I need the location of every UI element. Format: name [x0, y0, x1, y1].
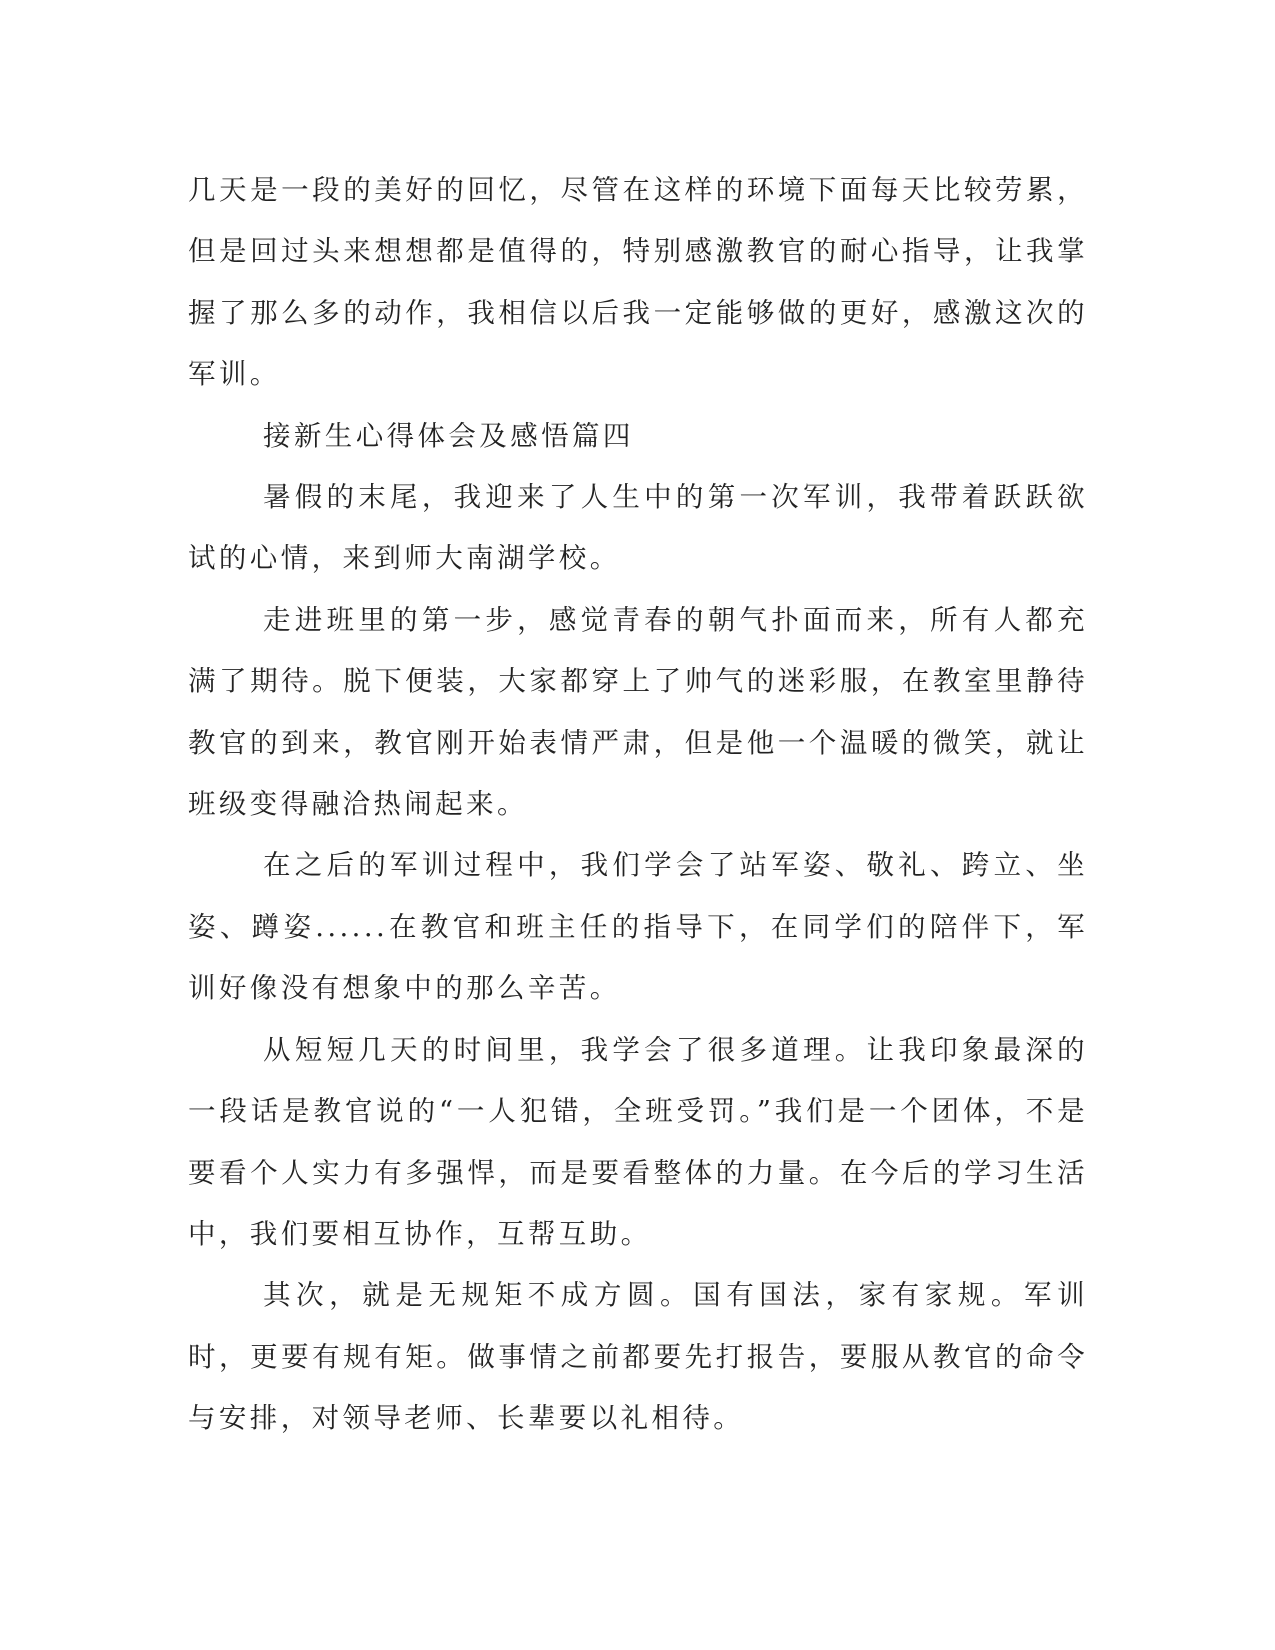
- section-heading: 接新生心得体会及感悟篇四: [263, 419, 634, 452]
- paragraph: 暑假的末尾，我迎来了人生中的第一次军训，我带着跃跃欲试的心情，来到师大南湖学校。: [188, 481, 1088, 575]
- paragraph: 在之后的军训过程中，我们学会了站军姿、敬礼、跨立、坐姿、蹲姿......在教官和班主任的指导下，在同学们的陪伴下，军训好像没有想象中的那么辛苦。: [188, 849, 1088, 1005]
- paragraph: 从短短几天的时间里，我学会了很多道理。让我印象最深的一段话是教官说的“一人犯错，全班受罚。”我们是一个团体，不是要看个人实力有多强悍，而是要看整体的力量。在今后的学习生活中，我们要相互协作，互帮互助。: [188, 1033, 1088, 1250]
- paragraph: 走进班里的第一步，感觉青春的朝气扑面而来，所有人都充满了期待。脱下便装，大家都穿上了帅气的迷彩服，在教室里静待教官的到来，教官刚开始表情严肃，但是他一个温暖的微笑，就让班级变得融洽热闹起来。: [188, 603, 1088, 821]
- paragraph: 其次，就是无规矩不成方圆。国有国法，家有家规。军训时，更要有规有矩。做事情之前都要先打报告，要服从教官的命令与安排，对领导老师、长辈要以礼相待。: [188, 1279, 1088, 1435]
- paragraph-continuation: 几天是一段的美好的回忆，尽管在这样的环境下面每天比较劳累，但是回过头来想想都是值得的，特别感激教官的耐心指导，让我掌握了那么多的动作，我相信以后我一定能够做的更好，感激这次的军训。: [188, 174, 1088, 391]
- document-body: [188, 160, 1088, 1450]
